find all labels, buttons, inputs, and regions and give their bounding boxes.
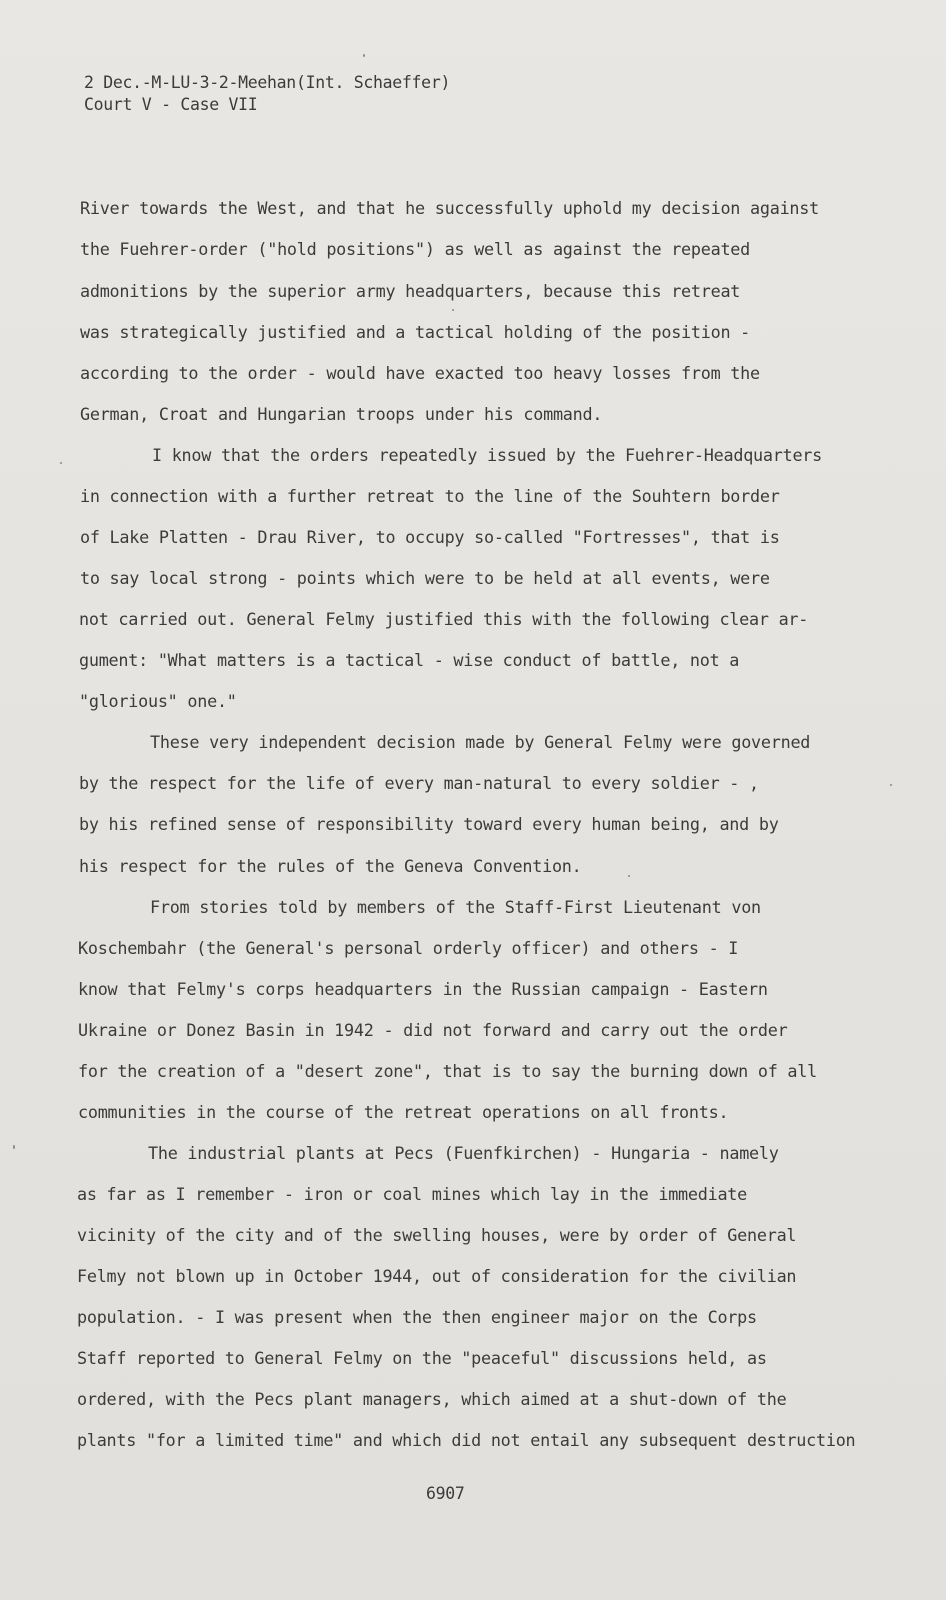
body-line: German, Croat and Hungarian troops under his command.	[80, 404, 603, 424]
body-line: River towards the West, and that he successfully uphold my decision against	[80, 198, 819, 218]
paragraph-start-line: From stories told by members of the Staff-First Lieutenant von	[150, 897, 761, 917]
body-line: know that Felmy's corps headquarters in the Russian campaign - Eastern	[78, 979, 768, 999]
body-line: plants "for a limited time" and which did not entail any subsequent destruction	[77, 1430, 856, 1450]
body-line: in connection with a further retreat to the line of the Souhtern border	[80, 486, 780, 506]
body-line: of Lake Platten - Drau River, to occupy so-called "Fortresses", that is	[80, 527, 780, 547]
paper-speck	[60, 462, 62, 464]
body-line: "glorious" one."	[79, 691, 237, 711]
body-line: his respect for the rules of the Geneva Convention.	[79, 856, 582, 876]
body-line: by the respect for the life of every man-natural to every soldier - ,	[79, 773, 759, 793]
body-line: population. - I was present when the then engineer major on the Corps	[77, 1307, 757, 1327]
body-line: as far as I remember - iron or coal mines which lay in the immediate	[77, 1184, 748, 1204]
body-line: Koschembahr (the General's personal orderly officer) and others - I	[78, 938, 739, 958]
body-line: the Fuehrer-order ("hold positions") as well as against the repeated	[80, 239, 751, 259]
body-line: not carried out. General Felmy justified this with the following clear ar-	[79, 609, 809, 629]
header-court-case: Court V - Case VII	[84, 95, 258, 114]
paragraph-start-line: These very independent decision made by General Felmy were governed	[150, 732, 811, 752]
paragraph-start-line: The industrial plants at Pecs (Fuenfkirchen) - Hungaria - namely	[148, 1143, 779, 1163]
body-line: admonitions by the superior army headquarters, because this retreat	[80, 281, 741, 301]
body-line: was strategically justified and a tactical holding of the position -	[80, 322, 751, 342]
body-line: vicinity of the city and of the swelling houses, were by order of General	[77, 1225, 797, 1245]
page-number: 6907	[426, 1484, 465, 1503]
paper-speck	[13, 1145, 15, 1149]
body-line: Ukraine or Donez Basin in 1942 - did not forward and carry out the order	[78, 1020, 788, 1040]
paper-speck	[890, 784, 892, 786]
header-reference: 2 Dec.-M-LU-3-2-Meehan(Int. Schaeffer)	[84, 73, 451, 92]
body-line: Felmy not blown up in October 1944, out of consideration for the civilian	[77, 1266, 797, 1286]
paper-speck	[363, 54, 365, 57]
body-line: according to the order - would have exacted too heavy losses from the	[80, 363, 760, 383]
body-line: to say local strong - points which were to be held at all events, were	[80, 568, 770, 588]
body-line: for the creation of a "desert zone", that is to say the burning down of all	[78, 1061, 817, 1081]
body-line: communities in the course of the retreat operations on all fronts.	[78, 1102, 729, 1122]
paper-speck	[628, 875, 630, 877]
body-line: by his refined sense of responsibility toward every human being, and by	[79, 814, 779, 834]
body-line: gument: "What matters is a tactical - wise conduct of battle, not a	[79, 650, 740, 670]
body-line: Staff reported to General Felmy on the "peaceful" discussions held, as	[77, 1348, 767, 1368]
paper-speck	[452, 309, 454, 311]
document-header	[84, 72, 450, 116]
paragraph-start-line: I know that the orders repeatedly issued by the Fuehrer-Headquarters	[152, 445, 823, 465]
body-line: ordered, with the Pecs plant managers, which aimed at a shut-down of the	[77, 1389, 787, 1409]
